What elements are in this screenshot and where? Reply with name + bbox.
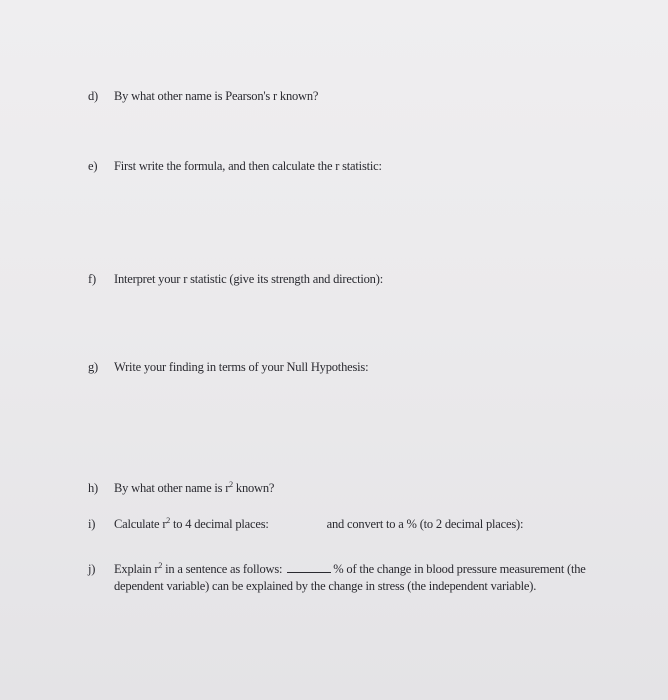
question-text: Write your finding in terms of your Null Hypothesis: [114, 360, 369, 374]
question-text: By what other name is Pearson's r known? [114, 89, 319, 103]
question-number: d) [88, 89, 99, 103]
question-j [88, 561, 628, 595]
question-g [88, 359, 368, 376]
question-f [88, 271, 383, 288]
question-h [88, 480, 274, 497]
question-text-line2: dependent variable) can be explained by the change in stress (the independent variable). [114, 579, 537, 593]
question-number: g) [88, 360, 99, 374]
superscript: 2 [229, 479, 233, 489]
question-text-mid: in a sentence as follows: [162, 562, 283, 576]
question-text-end: to 4 decimal places: [170, 517, 269, 531]
question-text-right: and convert to a % (to 2 decimal places): [326, 517, 524, 531]
question-number: j) [88, 562, 96, 576]
question-number: f) [88, 272, 96, 286]
question-text: First write the formula, and then calculate the r statistic: [114, 159, 382, 173]
question-number: i) [88, 517, 96, 531]
answer-blank[interactable] [287, 562, 331, 573]
question-text-end: known? [232, 481, 275, 495]
superscript: 2 [158, 560, 163, 570]
question-number: e) [88, 159, 98, 173]
question-text-after-blank: % of the change in blood pressure measurement (the [333, 562, 586, 576]
question-i [88, 516, 523, 533]
superscript: 2 [166, 515, 171, 525]
question-text: By what other name is r [114, 481, 230, 495]
question-e [88, 158, 382, 175]
question-text: Calculate r [114, 517, 167, 531]
question-text: Explain r [114, 562, 159, 576]
question-number: h) [88, 481, 99, 495]
question-d [88, 88, 318, 105]
question-text: Interpret your r statistic (give its strength and direction): [114, 272, 383, 286]
